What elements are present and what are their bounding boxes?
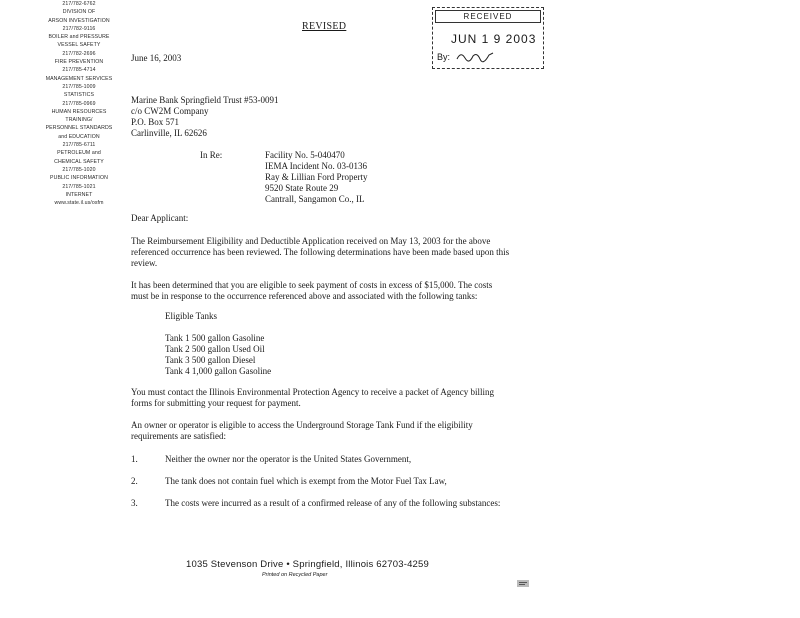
tank-item: Tank 2 500 gallon Used Oil [165, 344, 265, 354]
sidebar-line: STATISTICS [63, 92, 95, 99]
tank-item: Tank 4 1,000 gallon Gasoline [165, 366, 272, 376]
sidebar-line: FIRE PREVENTION [54, 59, 104, 66]
paragraph-requirements: An owner or operator is eligible to access the Underground Storage Tank Fund if the eligibility requirements are satisfied: [131, 420, 473, 441]
sidebar-line: PERSONNEL STANDARDS [45, 125, 113, 132]
salutation: Dear Applicant: [131, 213, 189, 223]
re-line: 9520 State Route 29 [265, 183, 339, 193]
sidebar-line: HUMAN RESOURCES [51, 108, 107, 115]
requirement-number: 2. [131, 476, 138, 486]
re-line: Facility No. 5-040470 [265, 150, 345, 160]
sidebar-line: 217/782-9116 [62, 25, 96, 32]
requirement-text: The tank does not contain fuel which is exempt from the Motor Fuel Tax Law, [165, 476, 447, 486]
stamp-label: RECEIVED [435, 10, 541, 23]
sidebar-line: 217/785-0969 [62, 100, 96, 107]
sidebar-directory [36, 0, 122, 207]
stamp-date: JUN 1 9 2003 [451, 32, 537, 46]
recipient-line: Carlinville, IL 62626 [131, 128, 207, 138]
paragraph-eligibility: It has been determined that you are eligible to seek payment of costs in excess of $15,000. The costs must be in response to the occurrence referenced above and associated with the following tanks: [131, 280, 493, 301]
sidebar-line: 217/782-6762 [62, 1, 96, 7]
re-line: Ray & Lillian Ford Property [265, 172, 368, 182]
recipient-line: c/o CW2M Company [131, 106, 209, 116]
sidebar-line: BOILER and PRESSURE [48, 34, 110, 41]
letter-date: June 16, 2003 [131, 53, 182, 63]
sidebar-line: 217/785-1021 [62, 183, 96, 190]
tanks-heading: Eligible Tanks [165, 311, 217, 321]
page-mark-icon [517, 580, 529, 587]
recipient-line: Marine Bank Springfield Trust #53-0091 [131, 95, 279, 105]
requirement-number: 1. [131, 454, 138, 464]
stamp-by: By: [437, 52, 451, 62]
sidebar-line: MANAGEMENT SERVICES [45, 75, 113, 82]
paragraph-review: The Reimbursement Eligibility and Deductible Application received on May 13, 2003 for the above referenced occurrence has been reviewed. The following determinations have been made based upon this review. [131, 236, 510, 268]
re-line: Cantrall, Sangamon Co., IL [265, 194, 365, 204]
recipient-line: P.O. Box 571 [131, 117, 180, 127]
sidebar-line: 217/785-1020 [62, 166, 96, 173]
re-line: IEMA Incident No. 03-0136 [265, 161, 367, 171]
sidebar-line: www.state.il.us/osfm [54, 200, 104, 207]
tank-item: Tank 1 500 gallon Gasoline [165, 333, 265, 343]
sidebar-line: and EDUCATION [58, 133, 100, 140]
paragraph-contact: You must contact the Illinois Environmental Protection Agency to receive a packet of Agency billing forms for submitting your request for payment. [131, 387, 495, 408]
sidebar-line: PETROLEUM and [57, 150, 101, 157]
sidebar-line: VESSEL SAFETY [57, 42, 101, 49]
requirement-number: 3. [131, 498, 138, 508]
sidebar-line: ARSON INVESTIGATION [48, 17, 110, 24]
sidebar-line: TRAINING/ [65, 117, 93, 124]
footer-recycled-note: Printed on Recycled Paper [262, 572, 328, 578]
requirement-text: The costs were incurred as a result of a confirmed release of any of the following substances: [165, 498, 501, 508]
sidebar-line: DIVISION OF [62, 9, 96, 16]
footer-address: 1035 Stevenson Drive • Springfield, Illinois 62703-4259 [186, 559, 429, 570]
sidebar-line: 217/785-6711 [62, 142, 96, 149]
revised-heading: REVISED [302, 21, 347, 32]
re-label: In Re: [200, 150, 223, 160]
sidebar-line: 217/785-4714 [62, 67, 96, 74]
sidebar-line: CHEMICAL SAFETY [54, 158, 104, 165]
tank-item: Tank 3 500 gallon Diesel [165, 355, 256, 365]
sidebar-line: 217/785-1009 [62, 83, 96, 90]
received-stamp [432, 7, 544, 69]
requirement-text: Neither the owner nor the operator is the United States Government, [165, 454, 412, 464]
sidebar-line: PUBLIC INFORMATION [50, 175, 108, 182]
signature-scribble-icon [455, 49, 495, 63]
sidebar-line: INTERNET [65, 191, 93, 198]
sidebar-line: 217/782-2696 [62, 50, 96, 57]
